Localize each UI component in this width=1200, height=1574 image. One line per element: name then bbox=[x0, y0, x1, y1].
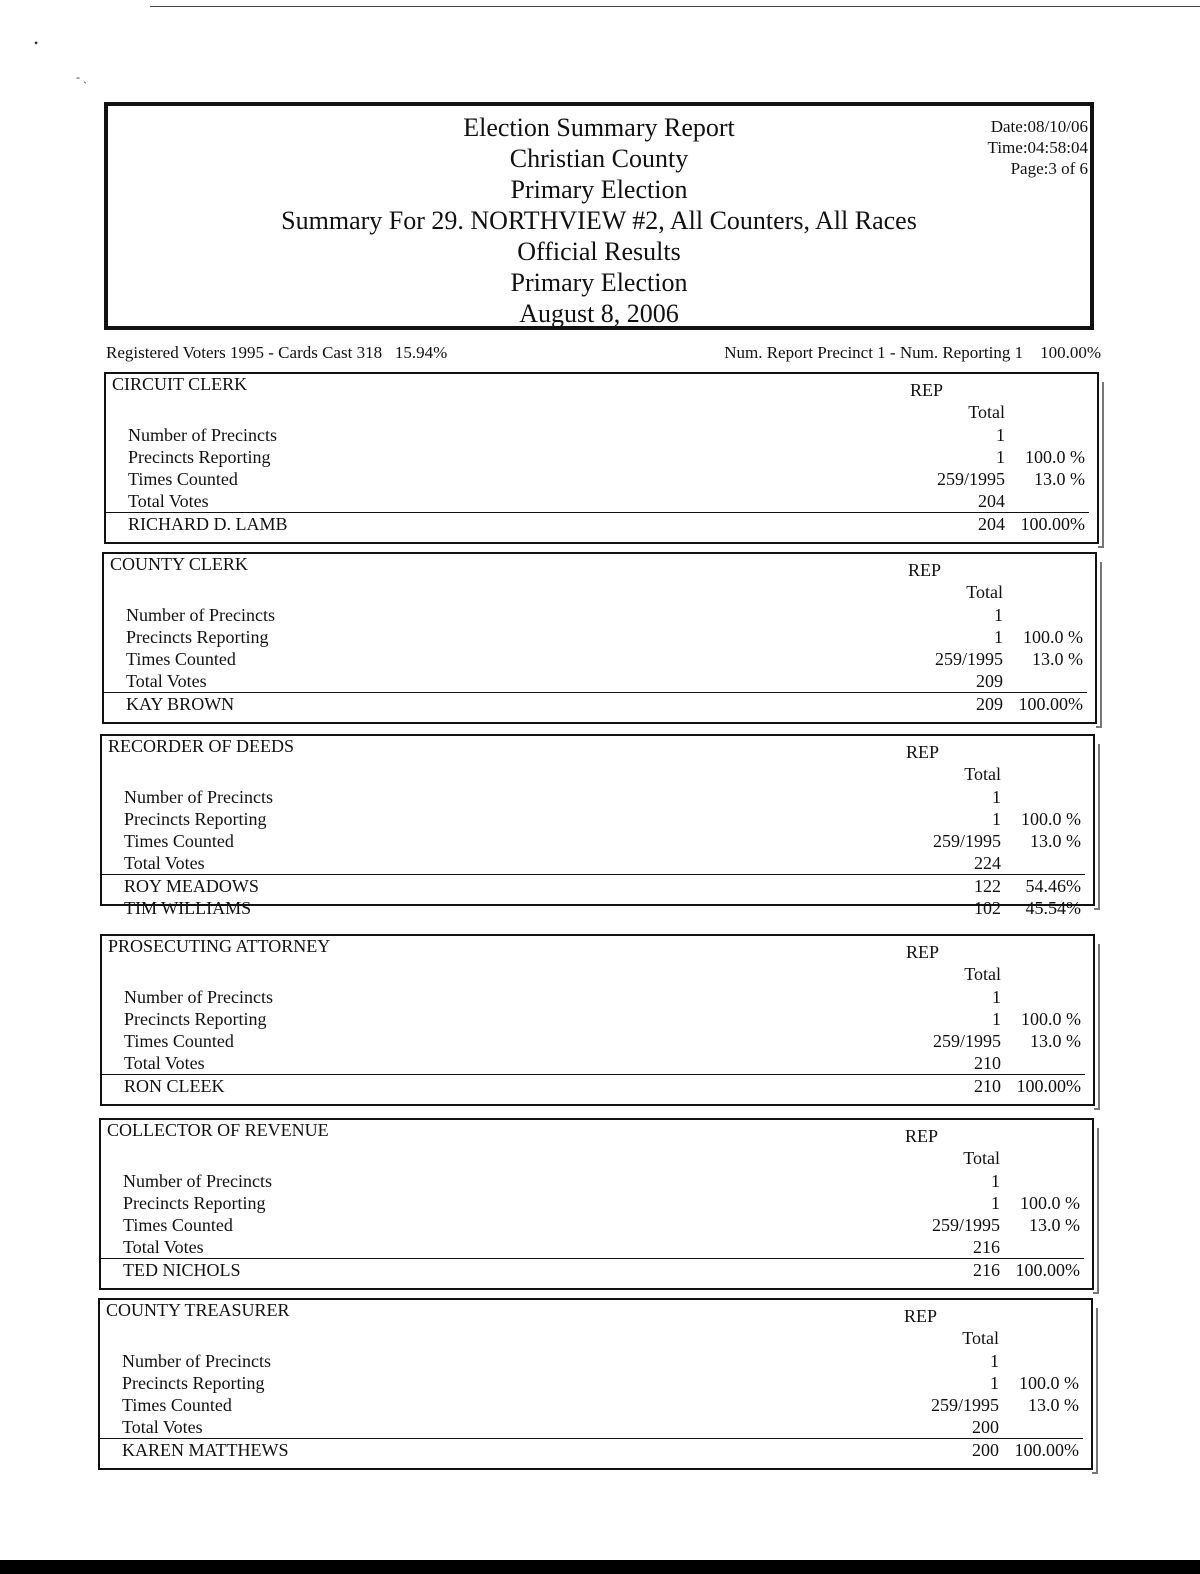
stat-label: Times Counted bbox=[122, 1395, 232, 1415]
summary-line: Summary For 29. NORTHVIEW #2, All Counters, All Races bbox=[281, 206, 917, 235]
stat-label: Number of Precincts bbox=[124, 787, 273, 807]
stat-label: Times Counted bbox=[123, 1215, 233, 1235]
stat-value: 1 bbox=[994, 627, 1003, 647]
candidate-percent: 100.00% bbox=[1018, 694, 1083, 714]
candidate-row bbox=[104, 693, 1095, 715]
stat-label: Total Votes bbox=[124, 853, 205, 873]
report-time: Time:04:58:04 bbox=[987, 138, 1088, 157]
total-votes-row bbox=[106, 490, 1097, 512]
stat-percent: 13.0 % bbox=[1034, 469, 1085, 489]
race-box bbox=[100, 934, 1095, 1106]
race-title: CIRCUIT CLERK bbox=[112, 374, 248, 394]
reporting-row bbox=[104, 626, 1095, 648]
reporting-row bbox=[101, 1192, 1092, 1214]
stat-value: 259/1995 bbox=[932, 831, 1001, 851]
candidate-percent: 100.00% bbox=[1015, 1260, 1080, 1280]
candidate-row bbox=[106, 513, 1097, 535]
race-box bbox=[100, 734, 1095, 918]
candidate-row bbox=[102, 1075, 1093, 1097]
candidate-votes: 209 bbox=[976, 694, 1003, 714]
candidate-name: RICHARD D. LAMB bbox=[128, 514, 288, 534]
stat-value: 200 bbox=[972, 1417, 999, 1437]
candidate-name: TED NICHOLS bbox=[123, 1260, 241, 1280]
total-votes-row bbox=[100, 1416, 1091, 1438]
stat-label: Precincts Reporting bbox=[126, 627, 269, 647]
total-column-header: Total bbox=[962, 1328, 999, 1348]
candidate-votes: 200 bbox=[972, 1440, 999, 1460]
party-label: REP bbox=[904, 1306, 938, 1326]
total-column-header: Total bbox=[963, 1148, 1000, 1168]
candidate-percent: 100.00% bbox=[1016, 1076, 1081, 1096]
stat-value: 1 bbox=[991, 1193, 1000, 1213]
stat-label: Times Counted bbox=[128, 469, 238, 489]
times-counted-row bbox=[102, 1030, 1093, 1052]
precincts-row bbox=[100, 1350, 1091, 1372]
candidate-percent: 100.00% bbox=[1014, 1440, 1079, 1460]
stat-label: Number of Precincts bbox=[126, 605, 275, 625]
reporting-row bbox=[102, 1008, 1093, 1030]
times-counted-row bbox=[106, 468, 1097, 490]
party-label: REP bbox=[910, 380, 944, 400]
race-stats bbox=[106, 424, 1097, 512]
total-votes-row bbox=[101, 1236, 1092, 1258]
registration-summary bbox=[106, 343, 1101, 367]
times-counted-row bbox=[102, 830, 1093, 852]
county-name: Christian County bbox=[509, 144, 689, 173]
race-title: COUNTY CLERK bbox=[110, 554, 248, 574]
candidate-percent: 100.00% bbox=[1020, 514, 1085, 534]
candidate-list bbox=[102, 1075, 1093, 1097]
race-stats bbox=[101, 1170, 1092, 1258]
stat-value: 259/1995 bbox=[934, 649, 1003, 669]
page-number: Page:3 of 6 bbox=[1010, 159, 1088, 178]
reporting-row bbox=[102, 808, 1093, 830]
candidate-row bbox=[101, 1259, 1092, 1281]
party-label: REP bbox=[905, 1126, 939, 1146]
candidate-row bbox=[102, 897, 1093, 919]
stat-percent: 100.0 % bbox=[1020, 1193, 1080, 1213]
stat-percent: 13.0 % bbox=[1030, 1031, 1081, 1051]
scan-speck: ‐ ˎ bbox=[76, 70, 87, 84]
race-box bbox=[104, 372, 1099, 544]
results-status: Official Results bbox=[517, 237, 681, 266]
times-counted-row bbox=[101, 1214, 1092, 1236]
precincts-row bbox=[106, 424, 1097, 446]
precincts-reporting-summary: Num. Report Precinct 1 - Num. Reporting 1 100.00% bbox=[724, 343, 1101, 362]
report-title-block bbox=[108, 112, 1090, 329]
stat-label: Precincts Reporting bbox=[123, 1193, 266, 1213]
candidate-votes: 102 bbox=[974, 898, 1001, 918]
stat-value: 259/1995 bbox=[936, 469, 1005, 489]
stat-label: Number of Precincts bbox=[122, 1351, 271, 1371]
candidate-votes: 204 bbox=[978, 514, 1005, 534]
total-votes-row bbox=[102, 1052, 1093, 1074]
candidate-name: TIM WILLIAMS bbox=[124, 898, 252, 918]
stat-percent: 13.0 % bbox=[1030, 831, 1081, 851]
total-column-header: Total bbox=[966, 582, 1003, 602]
reporting-row bbox=[100, 1372, 1091, 1394]
party-label: REP bbox=[906, 942, 940, 962]
stat-value: 1 bbox=[996, 425, 1005, 445]
stat-label: Total Votes bbox=[122, 1417, 203, 1437]
race-title: COLLECTOR OF REVENUE bbox=[107, 1120, 329, 1140]
candidate-name: KAREN MATTHEWS bbox=[122, 1440, 289, 1460]
party-label: REP bbox=[908, 560, 942, 580]
stat-percent: 13.0 % bbox=[1028, 1395, 1079, 1415]
race-title: PROSECUTING ATTORNEY bbox=[108, 936, 331, 956]
total-votes-row bbox=[102, 852, 1093, 874]
stat-percent: 13.0 % bbox=[1032, 649, 1083, 669]
stat-value: 1 bbox=[996, 447, 1005, 467]
candidate-row bbox=[102, 875, 1093, 897]
stat-value: 1 bbox=[992, 809, 1001, 829]
stat-value: 1 bbox=[994, 605, 1003, 625]
election-type-repeat: Primary Election bbox=[510, 268, 688, 297]
stat-label: Precincts Reporting bbox=[128, 447, 271, 467]
candidate-votes: 210 bbox=[974, 1076, 1001, 1096]
total-column-header: Total bbox=[964, 964, 1001, 984]
times-counted-row bbox=[104, 648, 1095, 670]
party-label: REP bbox=[906, 742, 940, 762]
stat-label: Times Counted bbox=[124, 1031, 234, 1051]
stat-label: Number of Precincts bbox=[124, 987, 273, 1007]
stat-value: 210 bbox=[974, 1053, 1001, 1073]
race-stats bbox=[104, 604, 1095, 692]
stat-percent: 100.0 % bbox=[1019, 1373, 1079, 1393]
candidate-percent: 45.54% bbox=[1025, 898, 1081, 918]
candidate-name: KAY BROWN bbox=[126, 694, 235, 714]
stat-value: 216 bbox=[973, 1237, 1000, 1257]
report-meta bbox=[988, 116, 1088, 179]
precincts-row bbox=[101, 1170, 1092, 1192]
stat-value: 259/1995 bbox=[932, 1031, 1001, 1051]
candidate-name: RON CLEEK bbox=[124, 1076, 225, 1096]
candidate-list bbox=[106, 513, 1097, 535]
stat-label: Total Votes bbox=[123, 1237, 204, 1257]
precincts-row bbox=[102, 786, 1093, 808]
registered-voters: Registered Voters 1995 - Cards Cast 318 15.94% bbox=[106, 343, 448, 362]
candidate-name: ROY MEADOWS bbox=[124, 876, 259, 896]
candidate-list bbox=[100, 1439, 1091, 1461]
race-stats bbox=[102, 986, 1093, 1074]
election-date: August 8, 2006 bbox=[519, 299, 679, 328]
stat-value: 1 bbox=[990, 1373, 999, 1393]
stat-label: Times Counted bbox=[126, 649, 236, 669]
stat-label: Number of Precincts bbox=[128, 425, 277, 445]
stat-label: Times Counted bbox=[124, 831, 234, 851]
stat-label: Total Votes bbox=[128, 491, 209, 511]
race-stats bbox=[102, 786, 1093, 874]
stat-percent: 100.0 % bbox=[1021, 1009, 1081, 1029]
race-box bbox=[102, 552, 1097, 724]
stat-value: 209 bbox=[976, 671, 1003, 691]
race-box bbox=[98, 1298, 1093, 1470]
total-column-header: Total bbox=[968, 402, 1005, 422]
total-column-header: Total bbox=[964, 764, 1001, 784]
precincts-row bbox=[102, 986, 1093, 1008]
top-scan-rule bbox=[150, 6, 1200, 7]
candidate-list bbox=[101, 1259, 1092, 1281]
stat-value: 259/1995 bbox=[930, 1395, 999, 1415]
stat-value: 259/1995 bbox=[931, 1215, 1000, 1235]
stat-label: Precincts Reporting bbox=[122, 1373, 265, 1393]
stat-percent: 100.0 % bbox=[1023, 627, 1083, 647]
times-counted-row bbox=[100, 1394, 1091, 1416]
stat-percent: 100.0 % bbox=[1025, 447, 1085, 467]
scan-speck: • bbox=[34, 36, 39, 50]
stat-label: Total Votes bbox=[124, 1053, 205, 1073]
race-title: COUNTY TREASURER bbox=[106, 1300, 290, 1320]
candidate-votes: 122 bbox=[974, 876, 1001, 896]
bottom-scan-bar bbox=[0, 1560, 1200, 1574]
election-type: Primary Election bbox=[510, 175, 688, 204]
stat-label: Number of Precincts bbox=[123, 1171, 272, 1191]
stat-value: 204 bbox=[978, 491, 1005, 511]
stat-value: 1 bbox=[992, 787, 1001, 807]
candidate-list bbox=[104, 693, 1095, 715]
stat-value: 1 bbox=[992, 987, 1001, 1007]
stat-value: 224 bbox=[974, 853, 1001, 873]
report-title: Election Summary Report bbox=[463, 113, 735, 142]
candidate-list bbox=[102, 875, 1093, 919]
report-header bbox=[104, 102, 1094, 330]
candidate-percent: 54.46% bbox=[1025, 876, 1081, 896]
stat-value: 1 bbox=[991, 1171, 1000, 1191]
stat-percent: 13.0 % bbox=[1029, 1215, 1080, 1235]
candidate-votes: 216 bbox=[973, 1260, 1000, 1280]
race-stats bbox=[100, 1350, 1091, 1438]
reporting-row bbox=[106, 446, 1097, 468]
race-box bbox=[99, 1118, 1094, 1290]
precincts-row bbox=[104, 604, 1095, 626]
stat-label: Precincts Reporting bbox=[124, 1009, 267, 1029]
stat-label: Total Votes bbox=[126, 671, 207, 691]
stat-value: 1 bbox=[992, 1009, 1001, 1029]
race-title: RECORDER OF DEEDS bbox=[108, 736, 295, 756]
report-date: Date:08/10/06 bbox=[990, 117, 1088, 136]
stat-label: Precincts Reporting bbox=[124, 809, 267, 829]
stat-percent: 100.0 % bbox=[1021, 809, 1081, 829]
candidate-row bbox=[100, 1439, 1091, 1461]
stat-value: 1 bbox=[990, 1351, 999, 1371]
total-votes-row bbox=[104, 670, 1095, 692]
